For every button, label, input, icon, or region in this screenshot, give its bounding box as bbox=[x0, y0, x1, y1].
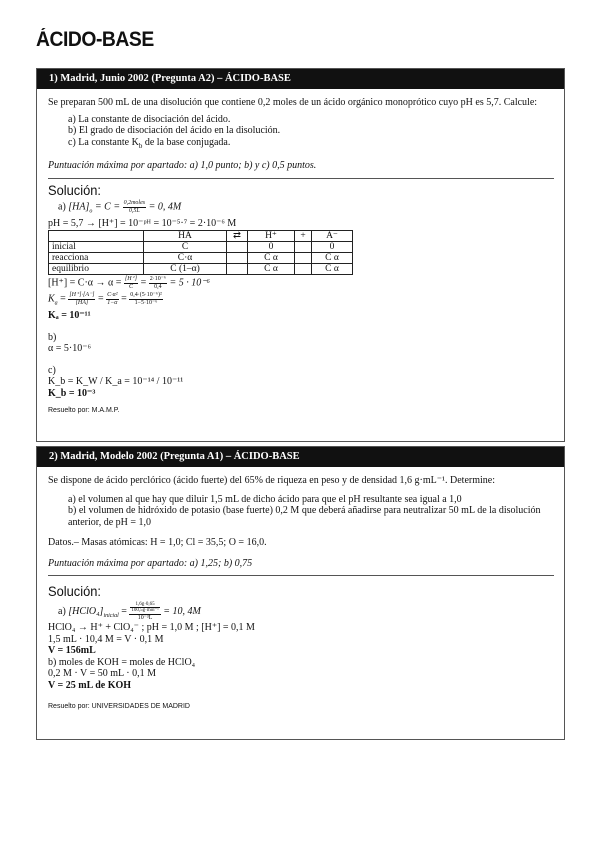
table-header-cell: H⁺ bbox=[248, 231, 295, 242]
problem-2-header: 2) Madrid, Modelo 2002 (Pregunta A1) – ÁCIDO-BASE bbox=[37, 447, 564, 467]
equilibrium-table bbox=[48, 230, 353, 275]
p2-line3: 1,5 mL · 10,4 M = V · 0,1 M bbox=[48, 633, 164, 645]
p1-ka-result: Kₐ = 10⁻¹¹ bbox=[48, 310, 91, 322]
table-row: equilibrio C (1–α) C α C α bbox=[49, 264, 353, 275]
p1-c-line1: K_b = K_W / K_a = 10⁻¹⁴ / 10⁻¹¹ bbox=[48, 376, 184, 388]
problem-2-card bbox=[36, 446, 565, 740]
table-header-cell: + bbox=[295, 231, 312, 242]
problem-1-item-a: a) La constante de disociación del ácido. bbox=[68, 113, 231, 125]
p2-line4: V = 156mL bbox=[48, 645, 96, 657]
table-header-cell: A⁻ bbox=[312, 231, 353, 242]
table-row: inicial C 0 0 bbox=[49, 242, 353, 253]
p1-resolved-by: Resuelto por: M.A.M.P. bbox=[48, 407, 120, 415]
problem-2-item-b: b) el volumen de hidróxido de potasio (base fuerte) 0,2 M que deberá añadirse para neutralizar 50 mL de la disolución anterior, de pH = 1,0 bbox=[68, 505, 541, 528]
p1-b-label: b) bbox=[48, 331, 57, 343]
table-row: reacciona C·α C α C α bbox=[49, 253, 353, 264]
problem-2-statement: Se dispone de ácido perclórico (ácido fuerte) del 65% de riqueza en peso y de densidad 1,6 g·mL⁻¹. Determine: bbox=[48, 475, 496, 486]
p2-line6: 0,2 M · V = 50 mL · 0,1 M bbox=[48, 668, 156, 680]
problem-2-solution-title: Solución: bbox=[48, 583, 101, 599]
p1-eq-a: a) $[HA]_o = C$ = $\frac{\text{0,2moles}}{0,5L}$ = 0, 4M bbox=[58, 200, 182, 215]
p1-alpha-line: [H⁺] = C·α → α = $\frac{[H^+]}{C}$ = $\frac{\text{2·10⁻⁶}}{0,4}$ = 5 · 10⁻⁶ bbox=[48, 276, 211, 290]
table-header-cell: ⇄ bbox=[227, 231, 248, 242]
p1-ph-line: pH = 5,7 → [H⁺] = 10⁻ᵖᴴ = 10⁻⁵·⁷ = 2·10⁻⁶ M bbox=[48, 217, 237, 229]
p1-c-line2: K_b = 10⁻³ bbox=[48, 387, 96, 399]
p2-line5: b) moles de KOH = moles de HClO₄ bbox=[48, 656, 196, 668]
problem-2-data: Datos.– Masas atómicas: H = 1,0; Cl = 35,5; O = 16,0. bbox=[48, 537, 267, 548]
problem-1-header: 1) Madrid, Junio 2002 (Pregunta A2) – ÁCIDO-BASE bbox=[37, 69, 564, 89]
p1-b-result: α = 5·10⁻⁶ bbox=[48, 343, 91, 355]
p2-line7: V = 25 mL de KOH bbox=[48, 679, 132, 691]
p2-resolved-by: Resuelto por: UNIVERSIDADES DE MADRID bbox=[48, 703, 190, 711]
p1-ka-eq: $K_a$ = $\frac{[H^+]\cdot[A^-]}{[HA]}$ = $\frac{\text{C·α²}}{1-\alpha}$ = $\frac{\text{0,4·(5·10⁻⁶)²}}{\text{1−5·10⁻⁶}}$ bbox=[48, 292, 162, 307]
problem-1-item-b: b) El grado de disociación del ácido en la disolución. bbox=[68, 125, 281, 136]
problem-1-statement: Se preparan 500 mL de una disolución que contiene 0,2 moles de un ácido orgánico monoprótico cuyo pH es 5,7. Calcule: bbox=[48, 97, 538, 108]
table-header-cell bbox=[49, 231, 144, 242]
problem-1-item-c: c) La constante $K_b$ de la base conjugada. bbox=[68, 136, 231, 150]
problem-2-score: Puntuación máxima por apartado: a) 1,25; b) 0,75 bbox=[48, 557, 253, 569]
table-header-cell: HA bbox=[144, 231, 227, 242]
p2-eq-a: a) $[HClO_4]_{inicial}$ = $\frac{\frac{1,6g\cdot 0,65}{\text{100,5g·mol⁻¹}}}{\text{10⁻³L}}$ = 10, 4M bbox=[58, 601, 201, 621]
page-title: ÁCIDO-BASE bbox=[36, 28, 154, 51]
problem-1-solution-title: Solución: bbox=[48, 181, 101, 198]
p1-c-label: c) bbox=[48, 364, 56, 376]
problem-1-score: Puntuación máxima por apartado: a) 1,0 punto; b) y c) 0,5 puntos. bbox=[48, 160, 317, 171]
problem-2-item-a: a) el volumen al que hay que diluir 1,5 mL de dicho ácido para que el pH resultante sea igual a 1,0 bbox=[68, 493, 462, 505]
problem-1-card bbox=[36, 68, 565, 442]
p2-line2: HClO₄ → H⁺ + ClO₄⁻ ; pH = 1,0 M ; [H⁺] = 0,1 M bbox=[48, 622, 255, 634]
